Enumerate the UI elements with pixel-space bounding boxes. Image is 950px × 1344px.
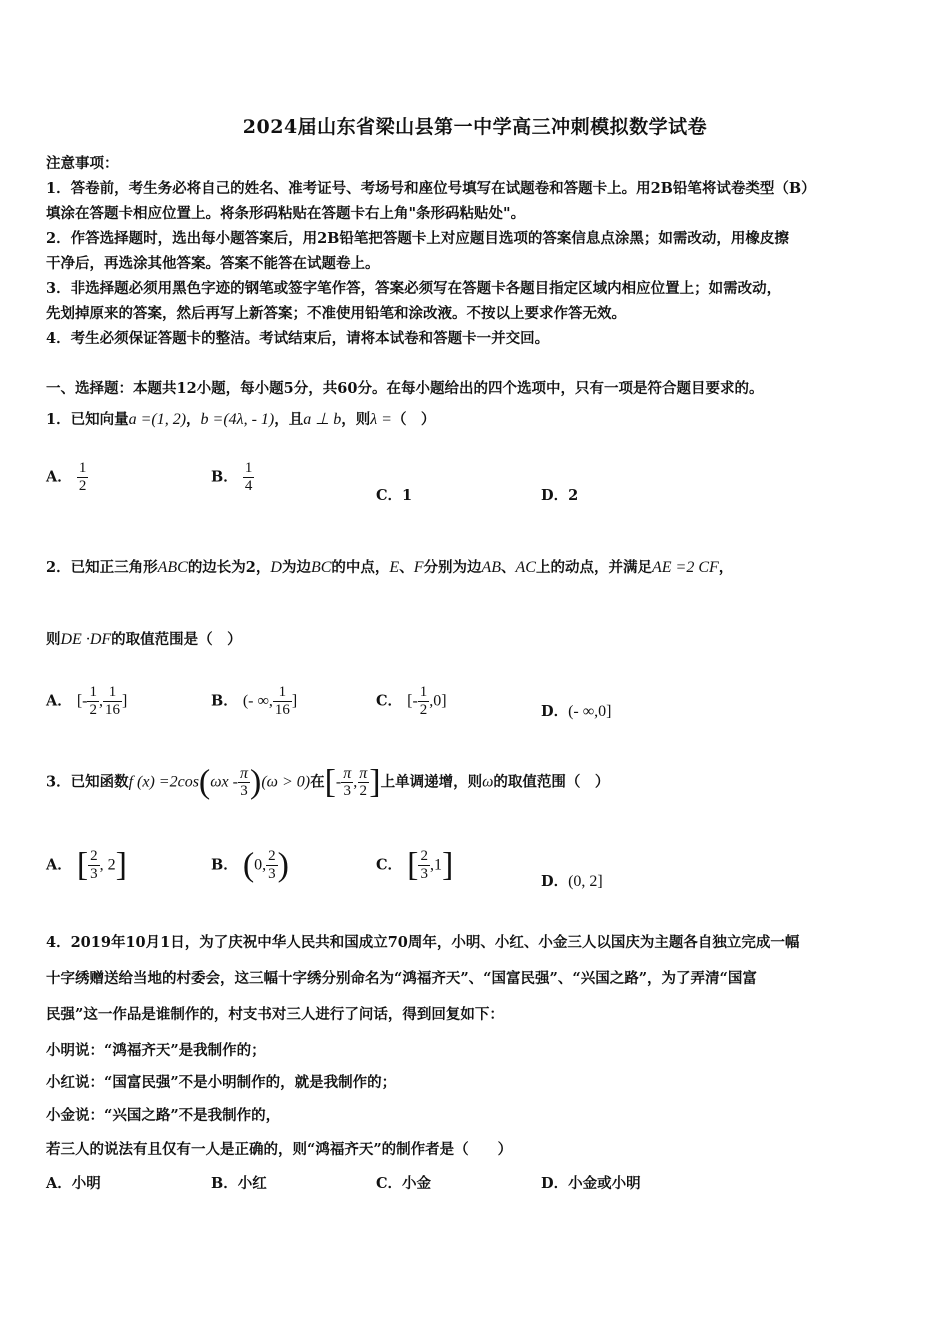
question-1 bbox=[46, 408, 435, 429]
notice-line: 干净后，再选涂其他答案。答案不能答在试题卷上。 bbox=[46, 255, 380, 272]
q1-paren: （ ） bbox=[391, 411, 436, 428]
fraction: $\frac{\pi}{3}$ bbox=[343, 765, 352, 799]
q4-option-c: C．小金 bbox=[376, 1175, 432, 1192]
fraction: $\frac{1}{16}$ bbox=[104, 684, 120, 718]
q1-sep2: ，且 bbox=[274, 411, 304, 428]
fraction: $\frac{1}{16}$ bbox=[274, 684, 290, 718]
q4-line: 民强”这一作品是谁制作的，村支书对三人进行了问话，得到回复如下： bbox=[46, 1006, 504, 1023]
q1-sep1: ， bbox=[186, 411, 201, 428]
q2-option-b: B． (- ∞, $\frac{1}{16}$ ] bbox=[211, 684, 298, 718]
q4-line: 若三人的说法有且仅有一人是正确的，则“鸿福齐天”的制作者是（ ） bbox=[46, 1141, 513, 1158]
q1-vector-b: b =(4λ, - 1) bbox=[200, 411, 275, 428]
q4-option-d: D．小金或小明 bbox=[541, 1175, 641, 1192]
q2-dot-product: DE ·DF bbox=[60, 631, 112, 648]
q4-option-b: B．小红 bbox=[211, 1175, 267, 1192]
notice-line: 4．考生必须保证答题卡的整洁。考试结束后，请将本试卷和答题卡一并交回。 bbox=[46, 330, 550, 347]
q2-option-d: D．(- ∞,0] bbox=[541, 703, 612, 720]
notice-line: 填涂在答题卡相应位置上。将条形码粘贴在答题卡右上角"条形码粘贴处"。 bbox=[46, 205, 526, 222]
q4-line: 小明说：“鸿福齐天”是我制作的； bbox=[46, 1042, 266, 1059]
notice-line: 先划掉原来的答案，然后再写上新答案；不准使用铅笔和涂改液。不按以上要求作答无效。 bbox=[46, 305, 626, 322]
q4-line: 4．2019年10月1日，为了庆祝中华人民共和国成立70周年，小明、小红、小金三人以国庆为主题各自独立完成一幅 bbox=[46, 934, 800, 951]
q1-vector-a: a =(1, 2) bbox=[128, 411, 187, 428]
question-2-line-2: 则DE ·DF的取值范围是（ ） bbox=[46, 631, 242, 648]
question-2: 2．已知正三角形ABC的边长为2，D为边BC的中点，E、F分别为边AB、AC上的动点，并满足AE =2 CF， bbox=[46, 559, 734, 576]
page-title: 2024届山东省梁山县第一中学高三冲刺模拟数学试卷 bbox=[242, 116, 708, 138]
notice-line: 1．答卷前，考生务必将自己的姓名、准考证号、考场号和座位号填写在试题卷和答题卡上。用2B铅笔将试卷类型（B） bbox=[46, 180, 816, 197]
q1-option-b: B． $\frac{1}{4}$ bbox=[211, 460, 253, 494]
q3-function: f (x) =2cos bbox=[128, 773, 199, 791]
fraction: $\frac{1}{2}$ bbox=[419, 684, 428, 718]
q1-perp: a ⊥ b bbox=[303, 411, 342, 428]
q4-line: 十字绣赠送给当地的村委会，这三幅十字绣分别命名为“鸿福齐天”、“国富民强”、“兴国之路”，为了弄清“国富 bbox=[46, 970, 757, 987]
fraction: $\frac{\pi}{2}$ bbox=[359, 765, 368, 799]
q2-option-c: C． [- $\frac{1}{2}$ ,0] bbox=[376, 684, 447, 718]
fraction: $\frac{2}{3}$ bbox=[268, 848, 276, 882]
q2-condition: AE =2 CF bbox=[651, 559, 719, 576]
q1-lambda: λ = bbox=[370, 411, 392, 428]
q3-option-b: B． (0, $\frac{2}{3}$ ) bbox=[211, 846, 289, 884]
fraction: $\frac{2}{3}$ bbox=[90, 848, 98, 882]
q1-suffix: ，则 bbox=[341, 411, 371, 428]
q1-prefix: 1．已知向量 bbox=[46, 411, 129, 428]
question-3: 3．已知函数f (x) =2cos(ωx - $\frac{\pi}{3}$ )(ω > 0)在[- $\frac{\pi}{3}$ , $\frac{\pi}{2}$ ]上单调递增，则ω的取值范围（ ） bbox=[46, 763, 610, 801]
notice-line: 2．作答选择题时，选出每小题答案后，用2B铅笔把答题卡上对应题目选项的答案信息点涂黑；如需改动，用橡皮擦 bbox=[46, 230, 789, 247]
q3-option-c: C． [ $\frac{2}{3}$ ,1] bbox=[376, 846, 454, 884]
fraction: $\frac{1}{2}$ bbox=[78, 460, 87, 494]
q2-option-a: A． [- $\frac{1}{2}$ , $\frac{1}{16}$ ] bbox=[46, 684, 128, 718]
notice-heading: 注意事项： bbox=[46, 155, 119, 172]
q3-option-d: D．(0, 2] bbox=[541, 873, 603, 890]
q1-option-c: C．1 bbox=[376, 487, 413, 504]
fraction: $\frac{\pi}{3}$ bbox=[239, 765, 248, 799]
q4-line: 小红说：“国富民强”不是小明制作的，就是我制作的； bbox=[46, 1074, 397, 1091]
fraction: $\frac{2}{3}$ bbox=[420, 848, 428, 882]
fraction: $\frac{1}{2}$ bbox=[89, 684, 97, 718]
q3-option-a: A． [ $\frac{2}{3}$ , 2] bbox=[46, 846, 127, 884]
q4-option-a: A．小明 bbox=[46, 1175, 101, 1192]
fraction: $\frac{1}{4}$ bbox=[244, 460, 253, 494]
q1-option-d: D．2 bbox=[541, 487, 579, 504]
notice-line: 3．非选择题必须用黑色字迹的钢笔或签字笔作答，答案必须写在答题卡各题目指定区域内相应位置上；如需改动， bbox=[46, 280, 782, 297]
section-heading: 一、选择题：本题共12小题，每小题5分，共60分。在每小题给出的四个选项中，只有一项是符合题目要求的。 bbox=[46, 380, 764, 397]
q1-option-a: A． $\frac{1}{2}$ bbox=[46, 460, 87, 494]
q4-line: 小金说：“兴国之路”不是我制作的， bbox=[46, 1107, 281, 1124]
